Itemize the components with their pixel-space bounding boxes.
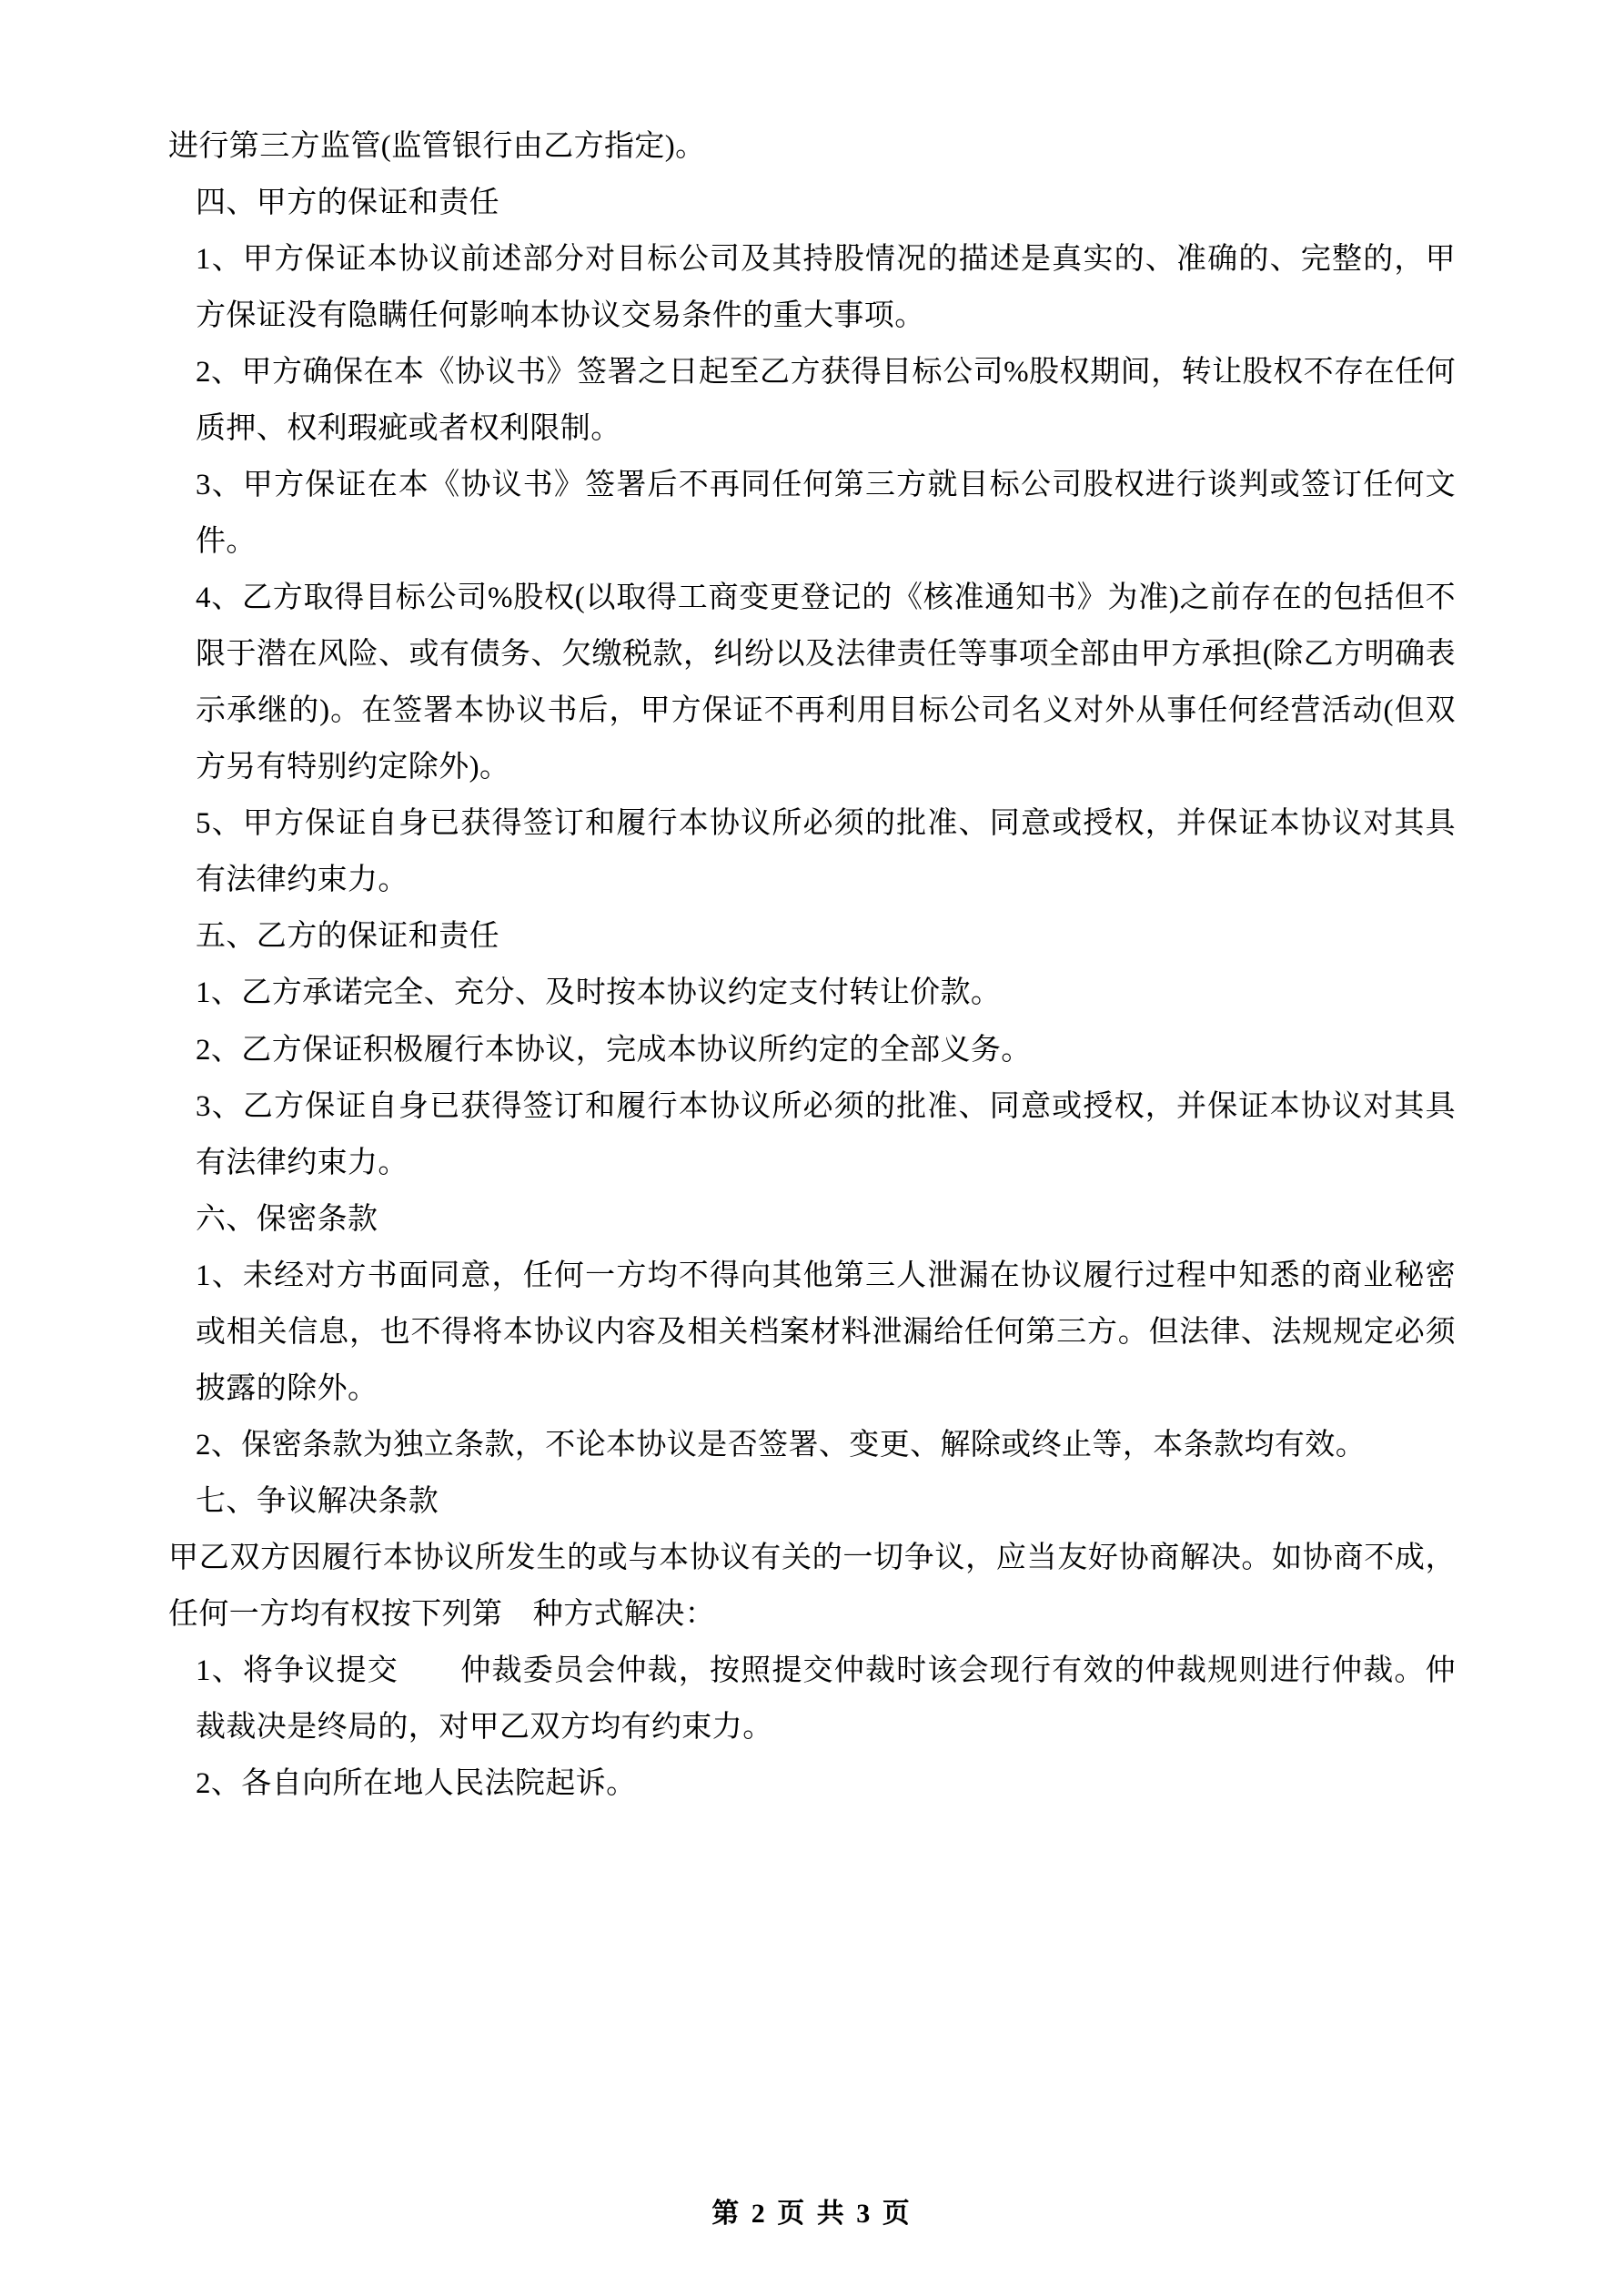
paragraph: 4、乙方取得目标公司%股权(以取得工商变更登记的《核准通知书》为准)之前存在的包括但不限于潜在风险、或有债务、欠缴税款，纠纷以及法律责任等事项全部由甲方承担(除乙方明确表示承继的)。在签署本协议书后，甲方保证不再利用目标公司名义对外从事任何经营活动(但双方另有特别约定除外)。 (196, 582, 1456, 784)
paragraph: 1、未经对方书面同意，任何一方均不得向其他第三人泄漏在协议履行过程中知悉的商业秘密或相关信息，也不得将本协议内容及相关档案材料泄漏给任何第三方。但法律、法规规定必须披露的除外。 (196, 1259, 1456, 1405)
paragraph: 进行第三方监管(监管银行由乙方指定)。 (168, 130, 706, 163)
paragraph: 3、乙方保证自身已获得签订和履行本协议所必须的批准、同意或授权，并保证本协议对其具有法律约束力。 (196, 1089, 1456, 1179)
paragraph: 2、乙方保证积极履行本协议，完成本协议所约定的全部义务。 (196, 1033, 1032, 1067)
paragraph: 5、甲方保证自身已获得签订和履行本协议所必须的批准、同意或授权，并保证本协议对其具有法律约束力。 (196, 807, 1456, 897)
paragraph: 1、乙方承诺完全、充分、及时按本协议约定支付转让价款。 (196, 976, 1002, 1010)
paragraph: 四、甲方的保证和责任 (196, 187, 499, 220)
paragraph: 六、保密条款 (196, 1202, 378, 1236)
paragraph: 2、保密条款为独立条款，不论本协议是否签署、变更、解除或终止等，本条款均有效。 (196, 1428, 1367, 1462)
paragraph: 3、甲方保证在本《协议书》签署后不再同任何第三方就目标公司股权进行谈判或签订任何文件。 (196, 469, 1456, 559)
paragraph: 甲乙双方因履行本协议所发生的或与本协议有关的一切争议，应当友好协商解决。如协商不成，任何一方均有权按下列第 种方式解决： (168, 1541, 1456, 1631)
paragraph: 五、乙方的保证和责任 (196, 920, 499, 954)
paragraph: 1、将争议提交 仲裁委员会仲裁，按照提交仲裁时该会现行有效的仲裁规则进行仲裁。仲裁裁决是终局的，对甲乙双方均有约束力。 (196, 1654, 1456, 1744)
paragraph: 2、各自向所在地人民法院起诉。 (196, 1766, 637, 1800)
paragraph: 七、争议解决条款 (196, 1484, 439, 1518)
page-footer: 第 2 页 共 3 页 (711, 2199, 913, 2229)
document-body (168, 118, 1456, 1812)
paragraph: 2、甲方确保在本《协议书》签署之日起至乙方获得目标公司%股权期间，转让股权不存在任何质押、权利瑕疵或者权利限制。 (196, 356, 1456, 446)
paragraph: 1、甲方保证本协议前述部分对目标公司及其持股情况的描述是真实的、准确的、完整的，甲方保证没有隐瞒任何影响本协议交易条件的重大事项。 (196, 243, 1456, 333)
